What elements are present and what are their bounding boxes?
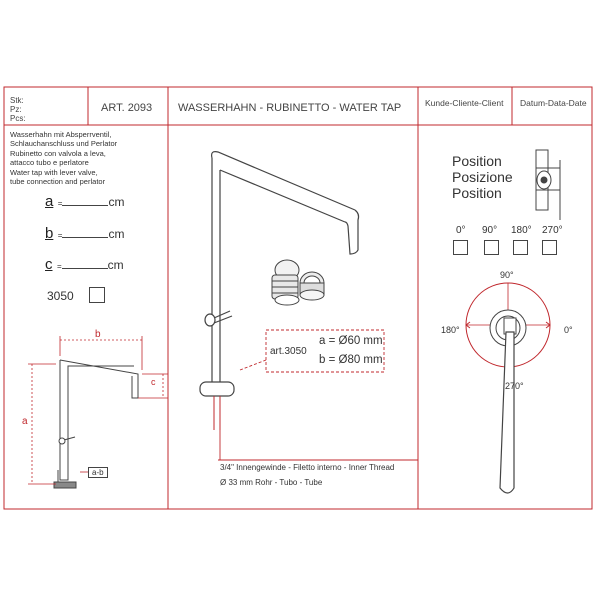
dimension-b-letter: b [45,225,54,242]
product-title: WASSERHAHN - RUBINETTO - WATER TAP [178,102,402,114]
date-field: Datum-Data-Date [520,98,587,108]
angle-90-label: 90° [500,270,514,280]
description-line: Water tap with lever valve, [10,167,98,177]
option-0-checkbox[interactable] [453,240,468,255]
description-line: Schlauchanschluss und Perlator [10,139,118,149]
code-3050: 3050 [47,289,74,303]
option-90-checkbox[interactable] [484,240,499,255]
tube-info: Ø 33 mm Rohr - Tubo - Tube [220,478,323,487]
dim-label-c: c [151,377,156,387]
position-detail [536,150,560,220]
callout-lines [218,330,418,460]
variant-a-diameter: a = Ø60 mm [319,335,383,347]
option-180-checkbox[interactable] [513,240,528,255]
position-title: Position Posizione Position [452,153,513,201]
angle-270-label: 270° [505,381,524,391]
description-block [10,130,165,186]
option-270-checkbox[interactable] [542,240,557,255]
angle-0-label: 0° [564,325,573,335]
description-line: attacco tubo e perlatore [10,158,89,168]
code-3050-checkbox[interactable] [89,287,105,303]
client-field: Kunde-Cliente-Client [425,98,504,108]
option-90-label: 90° [482,225,498,236]
dimension-a-blank[interactable] [62,205,108,206]
pz-label: Pz: [10,105,22,114]
dimension-c-letter: c [45,256,53,273]
dimension-c-field[interactable]: c = cm [45,256,124,273]
thread-info: 3/4" Innengewinde - Filetto interno - Inner Thread [220,463,395,472]
stk-label: Stk: [10,96,24,105]
pcs-label: Pcs: [10,114,26,123]
option-0-label: 0° [456,225,466,236]
option-180-label: 180° [511,225,532,236]
perlator-fittings [272,260,324,305]
description-line: Rubinetto con valvola a leva, [10,148,106,158]
dim-label-a-b: a-b [88,467,108,478]
dim-label-a: a [22,416,28,427]
description-line: tube connection and perlator [10,177,106,187]
description-line: Wasserhahn mit Absperrventil, [10,130,112,139]
dimension-c-blank[interactable] [62,268,108,269]
option-270-label: 270° [542,225,563,236]
dimension-b-field[interactable]: b = cm [45,225,125,242]
article-number: ART. 2093 [101,102,153,114]
angle-180-label: 180° [441,325,460,335]
dim-label-b: b [95,329,101,340]
dimension-a-letter: a [45,193,54,210]
dimension-a-field[interactable]: a = cm [45,193,125,210]
dimension-b-blank[interactable] [62,237,108,238]
variant-b-diameter: b = Ø80 mm [319,354,383,366]
side-view-dimensions [28,336,168,484]
variant-art-label: art.3050 [270,346,307,357]
